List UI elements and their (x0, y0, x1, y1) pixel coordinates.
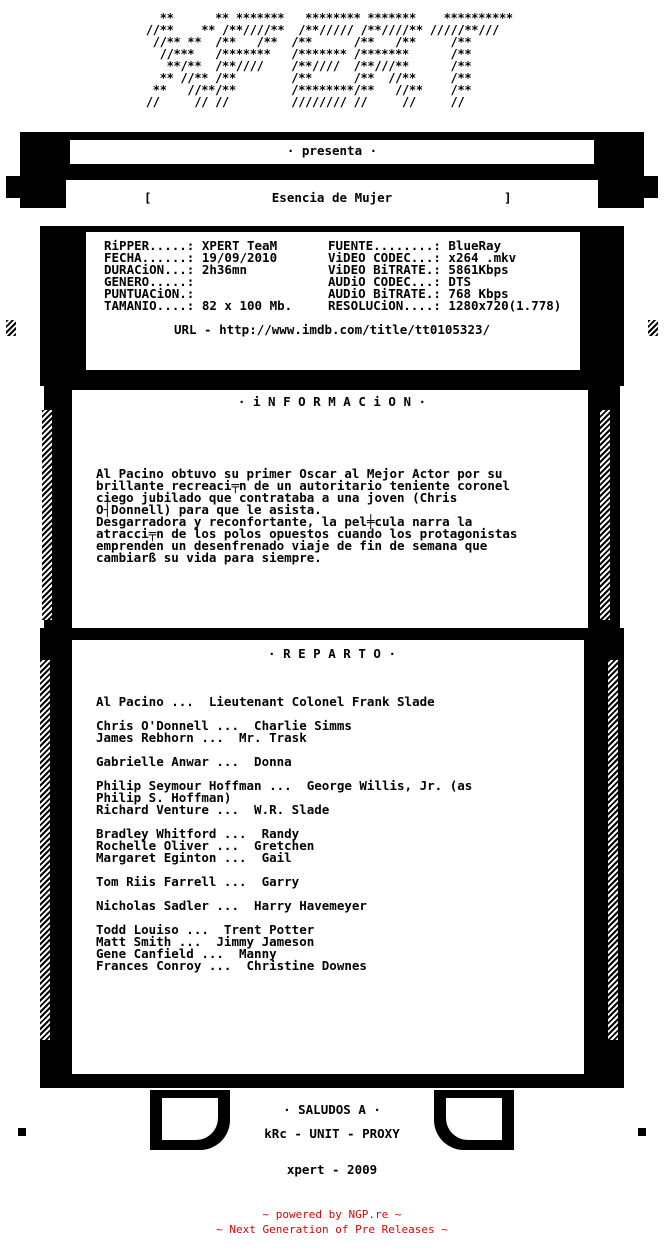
release-title: Esencia de Mujer (271, 190, 393, 205)
info-hatch-right (600, 410, 610, 620)
spec-value: 5861Kbps (440, 262, 509, 277)
signature: xpert - 2009 (286, 1162, 378, 1177)
spec-value: XPERT TeaM (194, 238, 278, 253)
tagline: ~ Next Generation of Pre Releases ~ (216, 1223, 448, 1236)
spec-value: DTS (440, 274, 471, 289)
presenta-heading: · presenta · (286, 143, 378, 158)
specs-block (104, 238, 562, 313)
cast-line: Margaret Eginton ... Gail (96, 850, 292, 865)
cast-line: Tom Riis Farrell ... Garry (96, 874, 300, 889)
cast-line: Gene Canfield ... Manny (96, 946, 277, 961)
spec-value: x264 .mkv (440, 250, 517, 265)
spec-label: AUDiO CODEC...: (328, 274, 441, 289)
cast-line: James Rebhorn ... Mr. Trask (96, 730, 307, 745)
cast-line: Bradley Whitford ... Randy (96, 826, 300, 841)
cast-line: Frances Conroy ... Christine Downes (96, 958, 367, 973)
info-heading: · i N F O R M A C i O N · (237, 394, 427, 409)
cast-line: Todd Louiso ... Trent Potter (96, 922, 315, 937)
info-hatch-left (42, 410, 52, 620)
info-line: ciego jubilado que contrataba a una joven (Chris (96, 490, 458, 505)
saludos-heading: · SALUDOS A · (283, 1102, 381, 1117)
spec-row (104, 300, 292, 312)
spec-row (328, 300, 561, 312)
info-line: Al Pacino obtuvo su primer Oscar al Mejor Actor por su (96, 466, 503, 481)
cast-hatch-right (608, 660, 618, 1040)
cast-list (96, 696, 472, 972)
specs-left-column (104, 240, 292, 312)
cast-line: Richard Venture ... W.R. Slade (96, 802, 330, 817)
cast-heading: · R E P A R T O · (268, 646, 396, 661)
cast-line: Philip S. Hoffman) (96, 790, 232, 805)
spec-label: ViDEO BiTRATE.: (328, 262, 441, 277)
info-line: brillante recreaci╤n de un autoritario teniente coronel (96, 478, 510, 493)
spec-label: FECHA......: (104, 250, 195, 265)
info-line: emprenden un desenfrenado viaje de fin de semana que (96, 538, 488, 553)
spec-label: ViDEO CODEC...: (328, 250, 441, 265)
spec-label: AUDiO BiTRATE.: (328, 286, 441, 301)
spec-value: 768 Kbps (440, 286, 509, 301)
info-text (96, 468, 517, 564)
xpert-ascii-logo: ** ** ******* ******** ******* ********** //** ** /**////** /**///// /**////** /////**/// //** ** /** /** /** /** /** /** //*** /******* /******* /******* /** **/** /**//// /**//// /**///** /** ** //** /** /** /** //** /** ** //**/** /********/** //** /** // // // //////// // // // (145, 11, 513, 109)
powered-by[interactable]: ~ powered by NGP.re ~ (262, 1208, 402, 1221)
info-line: O┤Donnell) para que le asista. (96, 502, 322, 517)
title-open-bracket: [ (144, 190, 152, 205)
spec-label: DURACiON...: (104, 262, 195, 277)
cast-line: Gabrielle Anwar ... Donna (96, 754, 292, 769)
cast-line: Chris O'Donnell ... Charlie Simms (96, 718, 352, 733)
spec-label: RiPPER.....: (104, 238, 195, 253)
info-line: Desgarradora y reconfortante, la pel╪cula narra la (96, 514, 473, 529)
spec-label: PUNTUACiON.: (104, 286, 195, 301)
spec-label: FUENTE........: (328, 238, 441, 253)
spec-value: 82 x 100 Mb. (194, 298, 293, 313)
title-close-bracket: ] (504, 190, 512, 205)
spec-value: BlueRay (440, 238, 502, 253)
spec-value: 19/09/2010 (194, 250, 278, 265)
cast-line: Matt Smith ... Jimmy Jameson (96, 934, 315, 949)
spec-label: TAMANIO....: (104, 298, 195, 313)
spec-value: 2h36mn (194, 262, 247, 277)
info-line: atracci╤n de los polos opuestos cuando los protagonistas (96, 526, 518, 541)
cast-line: Philip Seymour Hoffman ... George Willis, Jr. (as (96, 778, 473, 793)
spec-value: 1280x720(1.778) (440, 298, 562, 313)
cast-line: Al Pacino ... Lieutenant Colonel Frank Slade (96, 694, 435, 709)
cast-line: Rochelle Oliver ... Gretchen (96, 838, 315, 853)
imdb-url[interactable]: URL - http://www.imdb.com/title/tt0105323/ (173, 322, 491, 337)
specs-right-column (328, 240, 561, 312)
spec-label: GENERO.....: (104, 274, 195, 289)
cast-hatch-left (40, 660, 50, 1040)
cast-line: Nicholas Sadler ... Harry Havemeyer (96, 898, 367, 913)
spec-label: RESOLUCiON....: (328, 298, 441, 313)
saludos-groups: kRc - UNIT - PROXY (264, 1126, 400, 1141)
info-line: cambiarß su vida para siempre. (96, 550, 322, 565)
